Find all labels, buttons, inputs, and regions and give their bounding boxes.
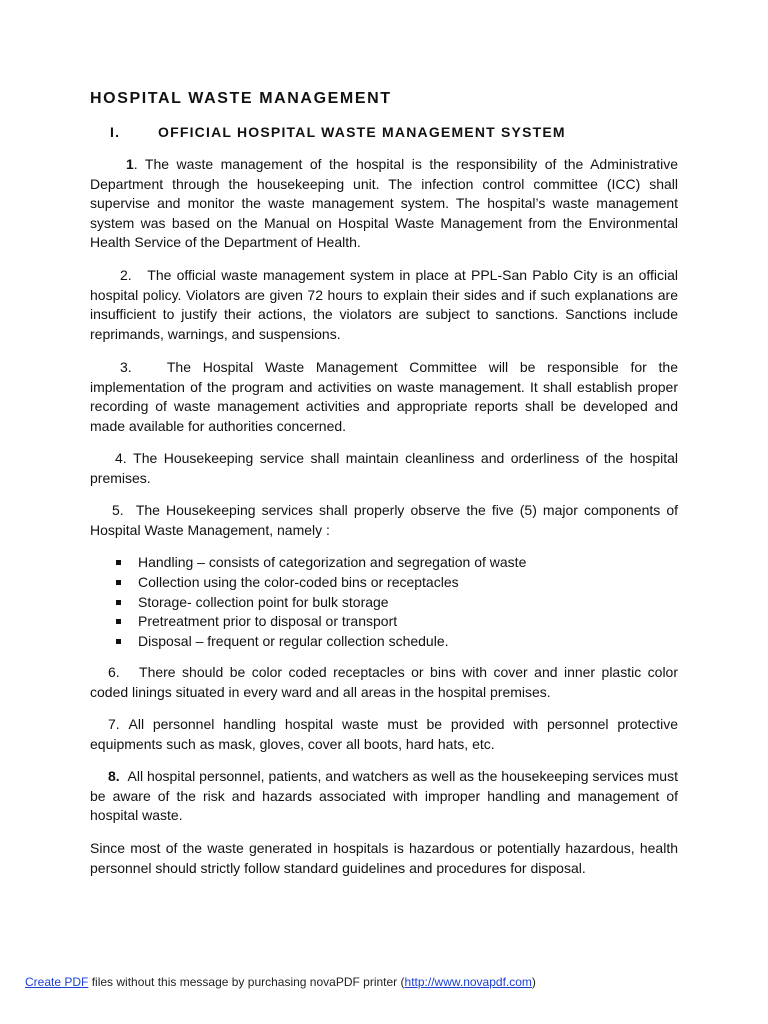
bullet-square-icon <box>116 639 121 644</box>
paragraph-6-marker: 6. <box>108 664 120 680</box>
list-item: Pretreatment prior to disposal or transport <box>90 612 678 632</box>
closing-paragraph-text: Since most of the waste generated in hospitals is hazardous or potentially hazardous, health personnel should strictly follow standard guidelines and procedures for disposal. <box>90 840 678 876</box>
section-number: I. <box>110 124 121 140</box>
bullet-square-icon <box>116 580 121 585</box>
bullet-square-icon <box>116 619 121 624</box>
bullet-square-icon <box>116 560 121 565</box>
footer-close-paren: ) <box>531 975 536 989</box>
paragraph-5 <box>90 501 678 540</box>
list-item: Handling – consists of categorization and segregation of waste <box>90 553 678 573</box>
paragraph-3-marker: 3. <box>120 359 132 375</box>
paragraph-7-text: All personnel handling hospital waste must be provided with personnel protective equipments such as mask, gloves, cover all boots, hard hats, etc. <box>90 716 679 752</box>
paragraph-2-text: The official waste management system in place at PPL-San Pablo City is an official hospital policy. Violators are given 72 hours to explain their sides and if such explanations are insufficient to justify their actions, the violators are subject to sanctions. Sanctions include reprimands, warnings, and suspensions. <box>90 267 679 342</box>
pdf-footer-notice <box>25 975 536 989</box>
paragraph-8 <box>90 767 678 826</box>
bullet-square-icon <box>116 600 121 605</box>
paragraph-6-text: There should be color coded receptacles or bins with cover and inner plastic color coded linings situated in every ward and all areas in the hospital premises. <box>90 664 679 700</box>
document-title: HOSPITAL WASTE MANAGEMENT <box>90 90 392 107</box>
footer-message: files without this message by purchasing novaPDF printer ( <box>88 975 405 989</box>
list-item: Disposal – frequent or regular collection schedule. <box>90 632 678 652</box>
paragraph-4 <box>90 449 678 488</box>
paragraph-4-text: The Housekeeping service shall maintain cleanliness and orderliness of the hospital premises. <box>90 450 678 486</box>
list-item: Collection using the color-coded bins or receptacles <box>90 573 678 593</box>
components-list <box>90 553 678 652</box>
paragraph-7-marker: 7. <box>108 716 120 732</box>
paragraph-7 <box>90 715 678 754</box>
paragraph-1-text: . The waste management of the hospital is the responsibility of the Administrative Department through the housekeeping unit. The infection control committee (ICC) shall supervise and monitor the waste management system. The hospital’s waste management system was based on the Manual on Hospital Waste Management from the Environmental Health Service of the Department of Health. <box>90 156 678 251</box>
paragraph-5-marker: 5. <box>112 502 124 518</box>
paragraph-8-marker: 8. <box>108 768 120 784</box>
paragraph-3-text: The Hospital Waste Management Committee will be responsible for the implementation of the program and activities on waste management. It shall establish proper recording of waste management activities and appropriate reports shall be developed and made available for authorities concerned. <box>90 359 679 434</box>
create-pdf-link[interactable]: Create PDF <box>25 975 89 989</box>
closing-paragraph <box>90 839 678 878</box>
paragraph-1 <box>90 155 678 253</box>
paragraph-2 <box>90 266 678 344</box>
paragraph-4-marker: 4. <box>115 450 127 466</box>
paragraph-8-text: All hospital personnel, patients, and watchers as well as the housekeeping services must be aware of the risk and hazards associated with improper handling and management of hospital waste. <box>90 768 678 824</box>
paragraph-2-marker: 2. <box>120 267 132 283</box>
novapdf-link[interactable]: http://www.novapdf.com <box>404 975 532 989</box>
paragraph-6 <box>90 663 678 702</box>
list-item: Storage- collection point for bulk storage <box>90 593 678 613</box>
paragraph-5-text: The Housekeeping services shall properly observe the five (5) major components of Hospital Waste Management, namely : <box>90 502 678 538</box>
section-title: OFFICIAL HOSPITAL WASTE MANAGEMENT SYSTEM <box>158 124 566 140</box>
paragraph-1-marker: 1 <box>126 156 134 172</box>
paragraph-3 <box>90 358 678 436</box>
